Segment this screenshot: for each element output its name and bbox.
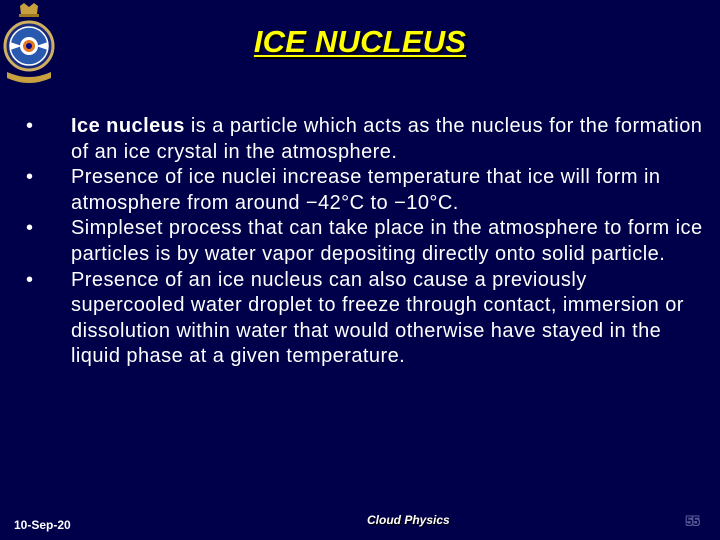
bullet-text: Presence of ice nuclei increase temperature that ice will form in atmosphere from around −42°C to −10°C. [71,166,661,214]
bullet-marker: • [26,115,34,137]
footer-title: Cloud Physics [367,513,450,527]
list-item [26,268,706,370]
slide-title: ICE NUCLEUS [253,24,467,59]
footer-date: 10-Sep-20 [14,518,71,532]
bullet-bold-text: Ice nucleus [71,115,185,137]
list-item [26,216,706,267]
bullet-text: Simpleset process that can take place in the atmosphere to form ice particles is by water vapor depositing directly onto solid particle. [71,217,703,265]
bullet-text: Presence of an ice nucleus can also cause a previously supercooled water droplet to freeze through contact, immersion or dissolution within water that would otherwise have stayed in the liquid phase at a given temperature. [71,268,684,368]
list-item [26,165,706,216]
bullet-marker: • [26,268,34,291]
page-number: 55 [686,514,700,528]
bullet-marker: • [26,217,34,240]
bullet-marker: • [26,166,34,189]
bullet-list [26,114,706,370]
bullet-text: is a particle which acts as the nucleus for the formation of an ice crystal in the atmosphere. [71,115,703,163]
list-item [26,114,706,165]
